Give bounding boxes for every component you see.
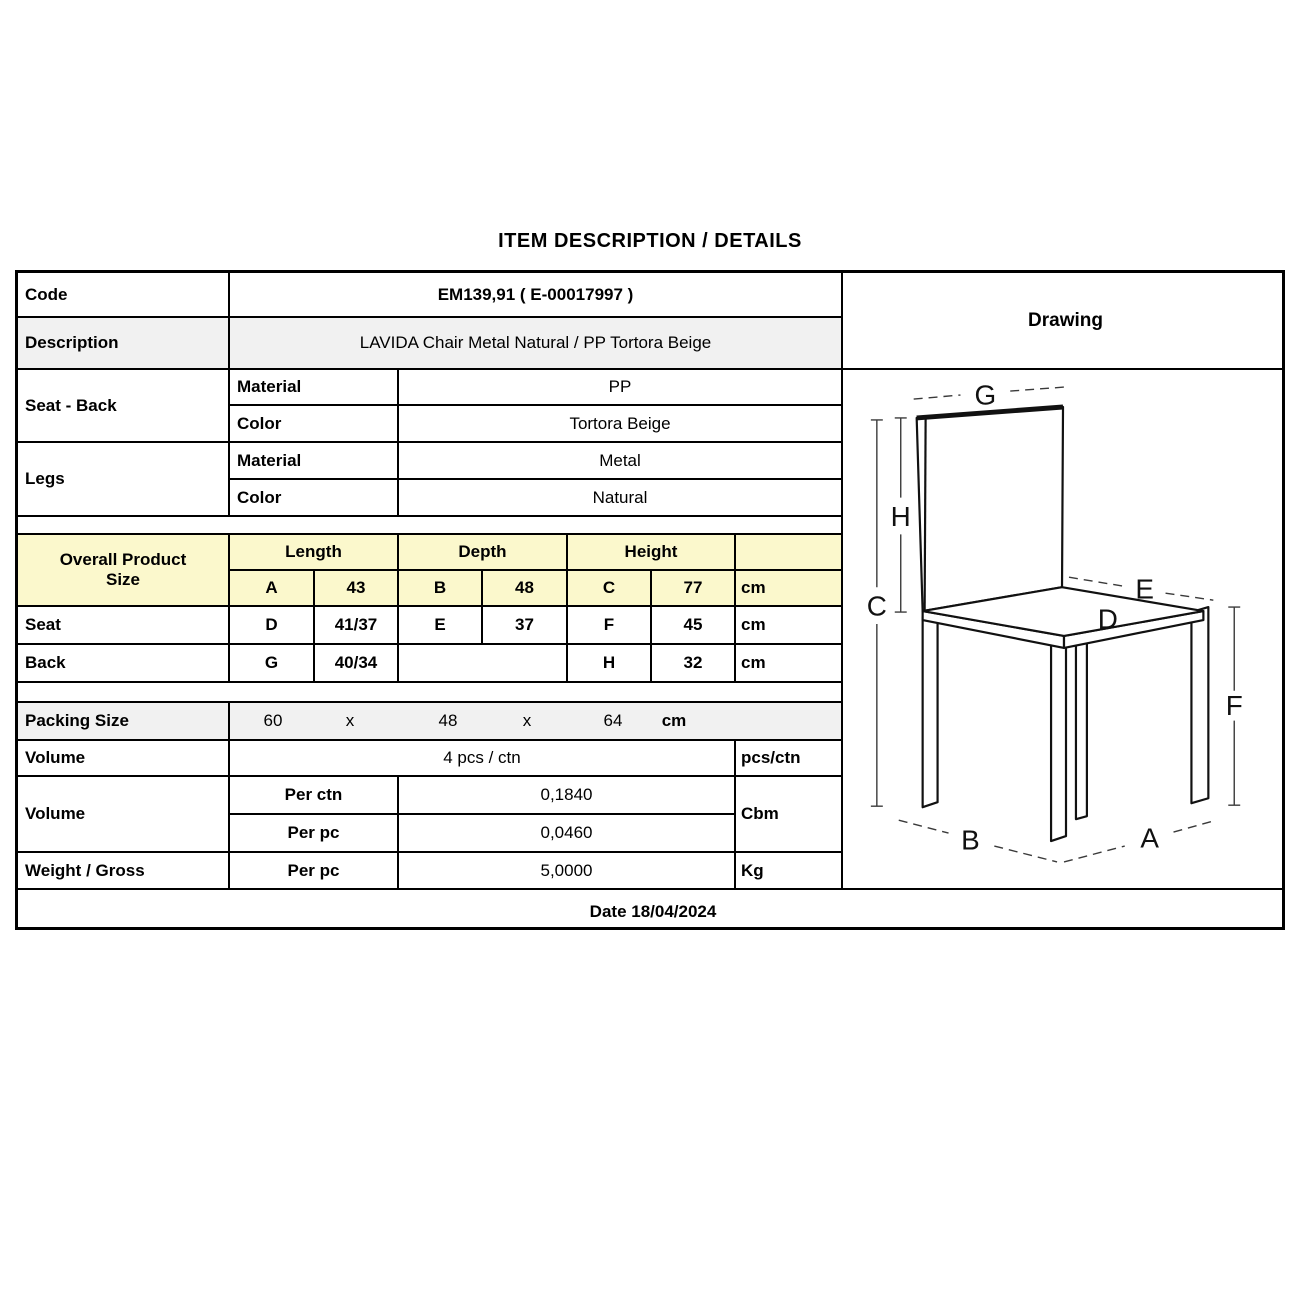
weight-value: 5,0000: [397, 851, 734, 888]
page-title: ITEM DESCRIPTION / DETAILS: [498, 230, 802, 252]
overall-unit: cm: [734, 569, 841, 605]
seat-f-key: F: [566, 605, 650, 643]
dim-label-e: E: [1135, 573, 1154, 605]
legs-color-value: Natural: [397, 478, 841, 515]
overall-b-key: B: [397, 569, 481, 605]
dim-label-b: B: [961, 824, 980, 856]
depth-header: Depth: [397, 533, 566, 569]
chair-backrest-post: [925, 417, 926, 611]
packing-dim3: 64: [603, 711, 623, 731]
length-header: Length: [228, 533, 397, 569]
legs-label: Legs: [18, 441, 228, 515]
code-value: EM139,91 ( E-00017997 ): [228, 273, 841, 316]
seat-label: Seat: [18, 605, 228, 643]
weight-label: Weight / Gross: [18, 851, 228, 888]
spacer-row: [18, 681, 841, 701]
overall-size-label: Overall Product Size: [18, 533, 228, 605]
seat-f-value: 45: [650, 605, 734, 643]
volume-cbm-label: Volume: [18, 775, 228, 851]
dim-label-d: D: [1097, 603, 1118, 635]
code-label: Code: [25, 284, 68, 304]
weight-key: Per pc: [228, 851, 397, 888]
per-pc-label: Per pc: [228, 813, 397, 851]
legs-color-label: Color: [228, 478, 397, 515]
legs-material-label: Material: [228, 441, 397, 478]
seat-unit: cm: [734, 605, 841, 643]
chair-leg-front: [1051, 630, 1066, 841]
seat-d-value: 41/37: [313, 605, 397, 643]
overall-c-value: 77: [650, 569, 734, 605]
packing-dim1: 60: [263, 711, 283, 731]
chair-drawing: [843, 369, 1285, 889]
overall-b-value: 48: [481, 569, 566, 605]
overall-a-key: A: [228, 569, 313, 605]
seat-back-material-value: PP: [397, 368, 841, 404]
dim-label-f: F: [1225, 690, 1243, 722]
drawing-cell: [841, 368, 1285, 888]
back-h-key: H: [566, 643, 650, 681]
packing-values: [228, 701, 841, 739]
chair-leg-back-right: [1076, 630, 1087, 819]
per-ctn-value: 0,1840: [397, 775, 734, 813]
chair-leg-right: [1191, 607, 1208, 803]
seat-back-material-label: Material: [228, 368, 397, 404]
seat-e-key: E: [397, 605, 481, 643]
back-g-value: 40/34: [313, 643, 397, 681]
back-g-key: G: [228, 643, 313, 681]
chair-backrest: [917, 407, 1063, 611]
legs-material-value: Metal: [397, 441, 841, 478]
packing-dim2: 48: [438, 711, 458, 731]
back-depth-empty: [397, 643, 566, 681]
packing-sep1: x: [345, 711, 355, 731]
dim-label-g: G: [974, 379, 997, 411]
back-unit: cm: [734, 643, 841, 681]
volume-pcs-value: 4 pcs / ctn: [228, 739, 734, 775]
seat-back-label: Seat - Back: [18, 368, 228, 441]
unit-header-empty: [734, 533, 841, 569]
seat-back-color-label: Color: [228, 404, 397, 441]
seat-e-value: 37: [481, 605, 566, 643]
description-label: Description: [18, 316, 228, 368]
per-ctn-label: Per ctn: [228, 775, 397, 813]
overall-c-key: C: [566, 569, 650, 605]
dim-label-h: H: [890, 501, 911, 533]
dim-label-c: C: [866, 590, 887, 622]
spacer-row: [18, 515, 841, 533]
chair-leg-back-left: [923, 613, 938, 807]
description-value: LAVIDA Chair Metal Natural / PP Tortora Beige: [228, 316, 841, 368]
volume-pcs-unit: pcs/ctn: [734, 739, 841, 775]
date-row: Date 18/04/2024: [18, 888, 1285, 930]
drawing-header: Drawing: [841, 273, 1285, 368]
packing-label: Packing Size: [18, 701, 228, 739]
packing-sep2: x: [522, 711, 532, 731]
back-label: Back: [18, 643, 228, 681]
dim-label-a: A: [1140, 822, 1159, 854]
per-pc-value: 0,0460: [397, 813, 734, 851]
volume-cbm-unit: Cbm: [734, 775, 841, 851]
spec-table: [15, 270, 1285, 930]
weight-unit: Kg: [734, 851, 841, 888]
seat-d-key: D: [228, 605, 313, 643]
height-header: Height: [566, 533, 734, 569]
packing-unit: cm: [661, 711, 687, 731]
overall-a-value: 43: [313, 569, 397, 605]
back-h-value: 32: [650, 643, 734, 681]
volume-pcs-label: Volume: [18, 739, 228, 775]
seat-back-color-value: Tortora Beige: [397, 404, 841, 441]
